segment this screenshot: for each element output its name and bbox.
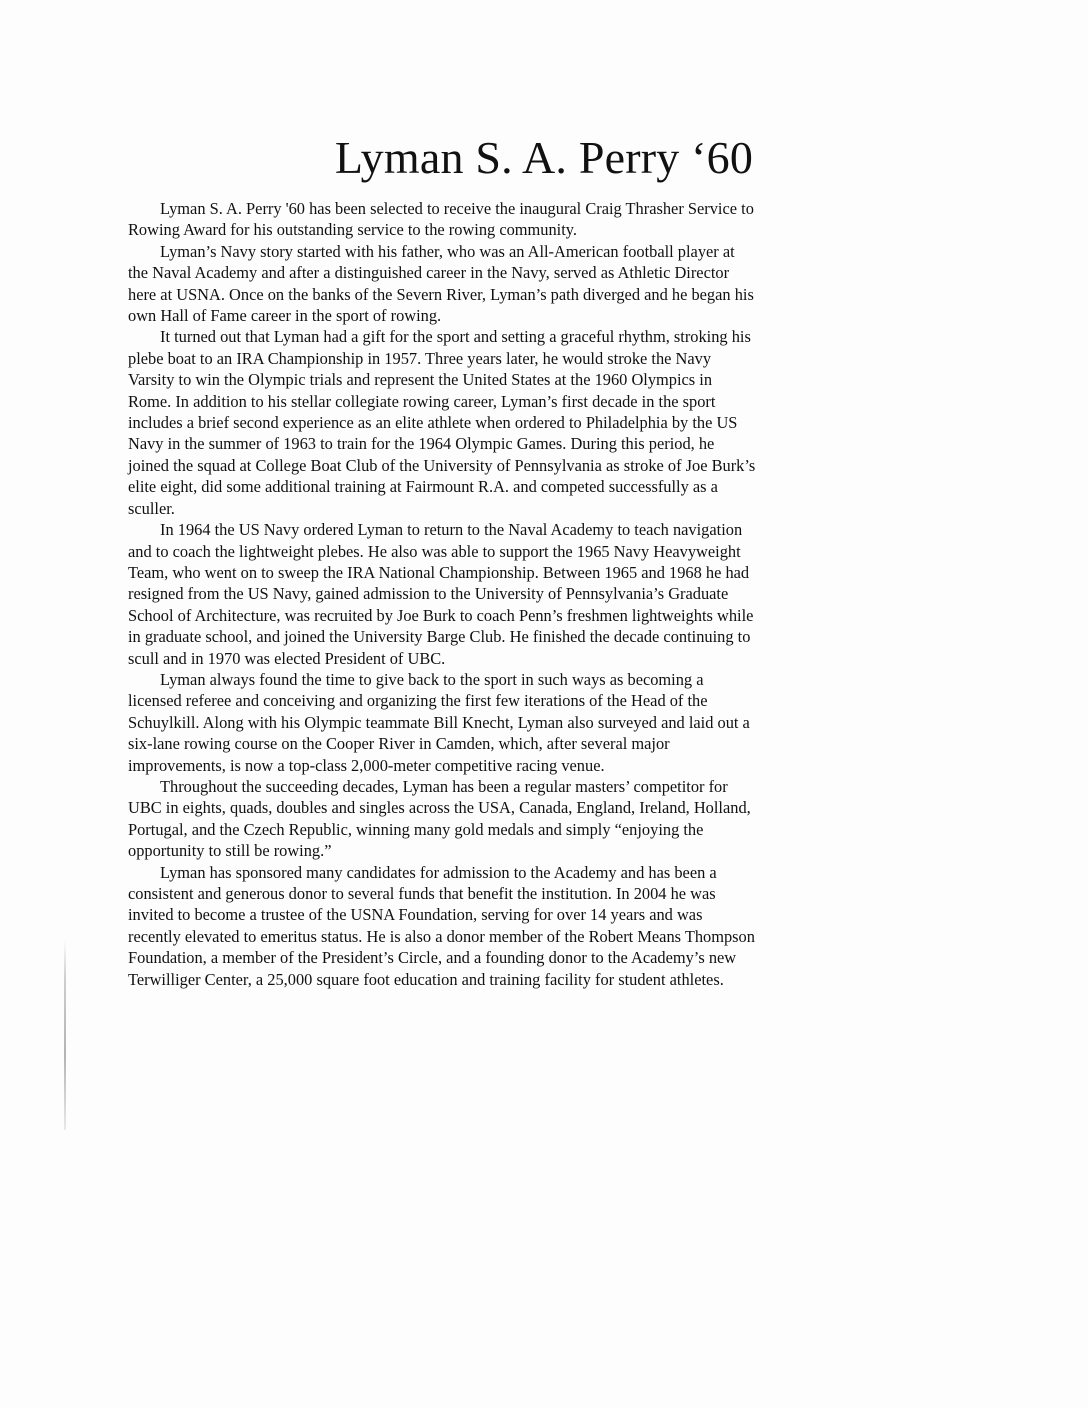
paragraph: Lyman’s Navy story started with his father, who was an All-American football player at the Naval Academy and after a distinguished career in the Navy, served as Athletic Director here at USNA. Once on the banks of the Severn River, Lyman’s path diverged and he began his own Hall of Fame career in the sport of rowing.	[128, 241, 754, 326]
paragraph: Lyman always found the time to give back to the sport in such ways as becoming a licensed referee and conceiving and organizing the first few iterations of the Head of the Schuylkill. Along with his Olympic teammate Bill Knecht, Lyman also surveyed and laid out a six-lane rowing course on the Cooper River in Camden, which, after several major improvements, is now a top-class 2,000-meter competitive racing venue.	[128, 669, 750, 775]
paragraph: Throughout the succeeding decades, Lyman has been a regular masters’ competitor for UBC in eights, quads, doubles and singles across the USA, Canada, England, Ireland, Holland, Portugal, and the Czech Republic, winning many gold medals and simply “enjoying the opportunity to still be rowing.”	[128, 776, 751, 861]
page-title: Lyman S. A. Perry ‘60	[334, 132, 754, 183]
paragraph: Lyman has sponsored many candidates for admission to the Academy and has been a consistent and generous donor to several funds that benefit the institution. In 2004 he was invited to become a trustee of the USNA Foundation, serving for over 14 years and was recently elevated to emeritus status. He is also a donor member of the Robert Means Thompson Foundation, a member of the President’s Circle, and a founding donor to the Academy’s new Terwilliger Center, a 25,000 square foot education and training facility for student athletes.	[128, 862, 755, 989]
paragraph: Lyman S. A. Perry '60 has been selected to receive the inaugural Craig Thrasher Service to Rowing Award for his outstanding service to the rowing community.	[128, 199, 754, 240]
paragraph: In 1964 the US Navy ordered Lyman to return to the Naval Academy to teach navigation and to coach the lightweight plebes. He also was able to support the 1965 Navy Heavyweight Team, who went on to sweep the IRA National Championship. Between 1965 and 1968 he had resigned from the US Navy, gained admission to the University of Pennsylvania’s Graduate School of Architecture, was recruited by Joe Burk to coach Penn’s freshmen lightweights while in graduate school, and joined the University Barge Club. He finished the decade continuing to scull and in 1970 was elected President of UBC.	[128, 520, 754, 668]
article-body	[128, 198, 756, 990]
scan-edge-mark	[64, 940, 66, 1130]
paragraph: It turned out that Lyman had a gift for the sport and setting a graceful rhythm, stroking his plebe boat to an IRA Championship in 1957. Three years later, he would stroke the Navy Varsity to win the Olympic trials and represent the United States at the 1960 Olympics in Rome. In addition to his stellar collegiate rowing career, Lyman’s first decade in the sport includes a brief second experience as an elite athlete when ordered to Philadelphia by the US Navy in the summer of 1963 to train for the 1964 Olympic Games. During this period, he joined the squad at College Boat Club of the University of Pennsylvania as stroke of Joe Burk’s elite eight, did some additional training at Fairmount R.A. and competed successfully as a sculler.	[128, 327, 756, 518]
